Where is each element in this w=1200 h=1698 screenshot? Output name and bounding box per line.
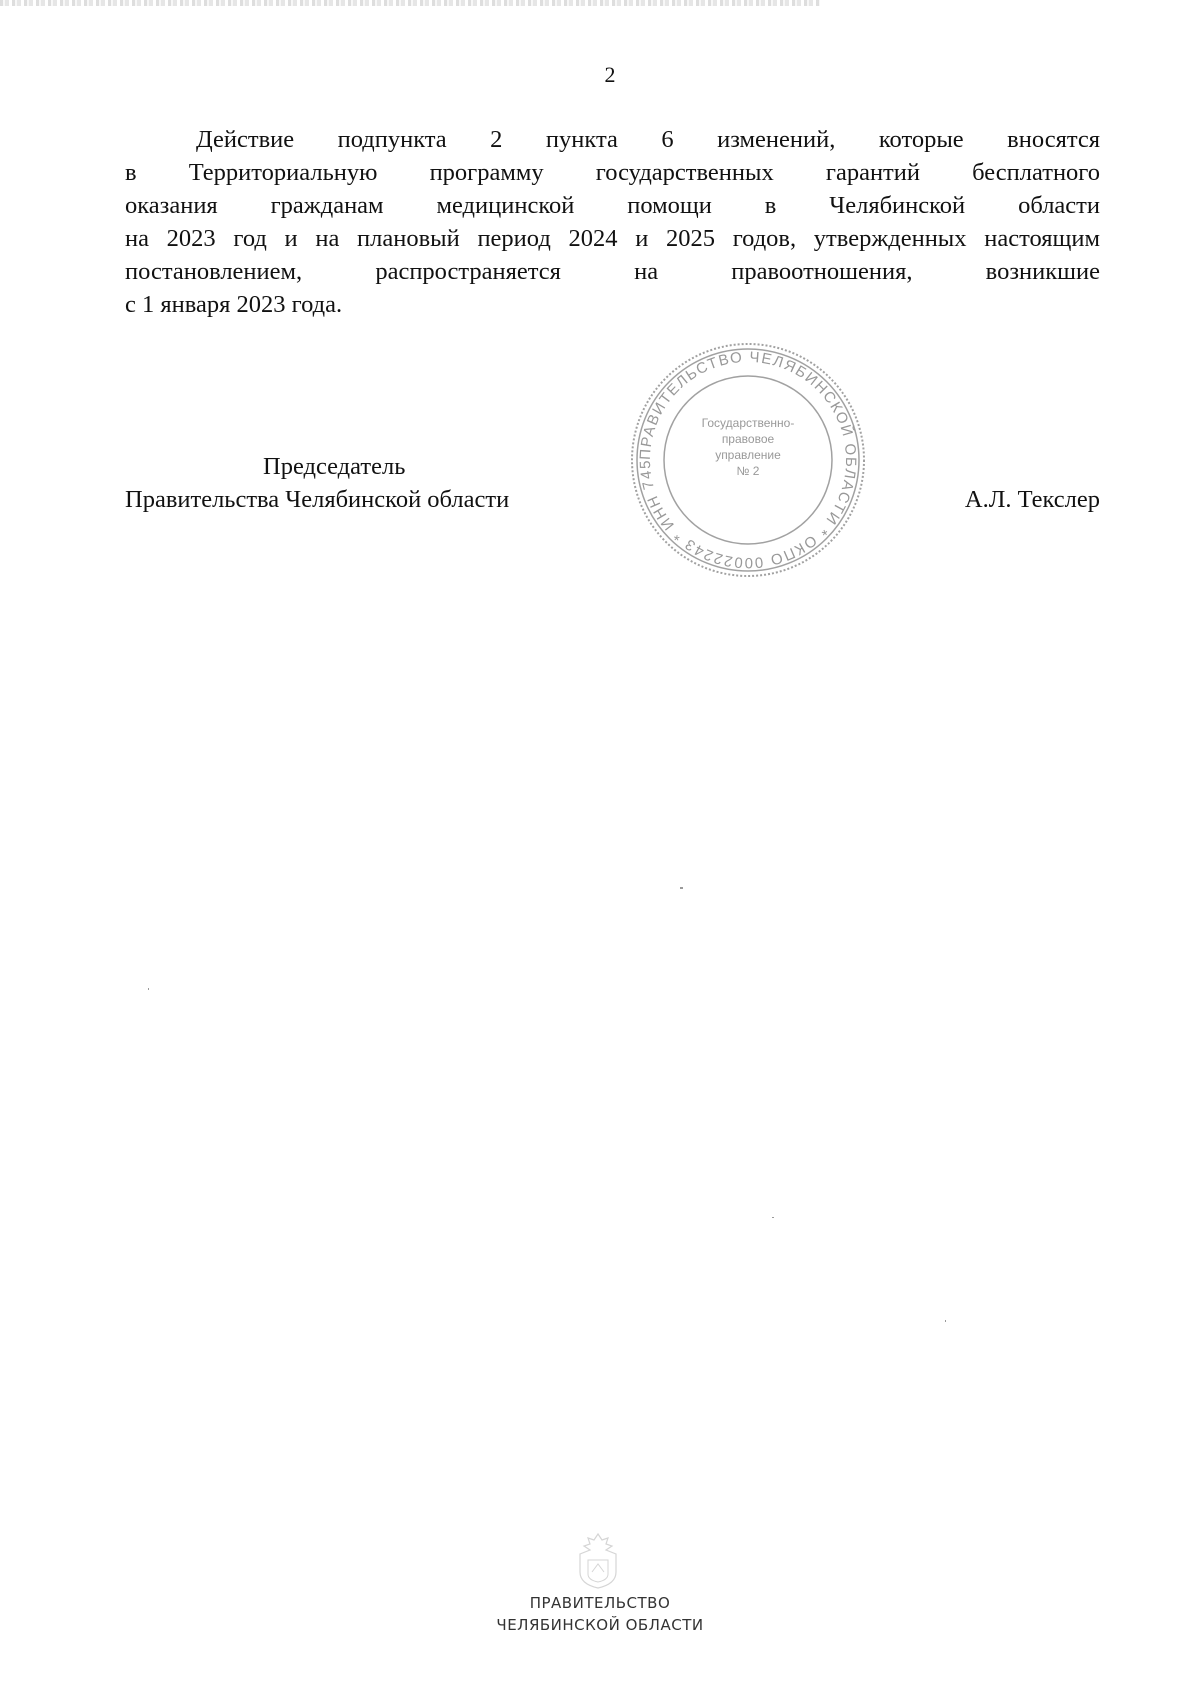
- footer-line2: ЧЕЛЯБИНСКОЙ ОБЛАСТИ: [496, 1616, 704, 1634]
- seal-center-line: Государственно-: [701, 416, 795, 430]
- signer-role-line2: Правительства Челябинской области: [125, 486, 510, 513]
- scan-edge-artifact: [0, 0, 820, 6]
- seal-ring-text: ПРАВИТЕЛЬСТВО ЧЕЛЯБИНСКОЙ ОБЛАСТИ * ОКПО 00022243 * ИНН 745: [636, 348, 860, 572]
- body-line: постановлением, распространяется на правоотношения, возникшие: [125, 258, 1100, 285]
- body-paragraph: [125, 123, 1100, 321]
- footer-organization: [440, 1592, 760, 1636]
- official-seal: [628, 340, 868, 580]
- scan-speck: [680, 887, 683, 889]
- body-line: Действие подпункта 2 пункта 6 изменений, которые вносятся: [196, 126, 1100, 153]
- body-line: в Территориальную программу государственных гарантий бесплатного: [125, 159, 1100, 186]
- page-number: 2: [604, 62, 616, 87]
- footer-line1: ПРАВИТЕЛЬСТВО: [529, 1594, 671, 1612]
- signer-role: [125, 450, 625, 516]
- seal-center-text: [628, 415, 868, 479]
- scan-speck: [772, 1217, 774, 1218]
- seal-center-line: управление: [715, 448, 781, 462]
- seal-center-line: правовое: [721, 432, 775, 446]
- scan-speck: [945, 1320, 946, 1322]
- signer-role-line1: Председатель: [263, 453, 406, 480]
- signer-name: А.Л. Текслер: [964, 486, 1100, 513]
- body-line: на 2023 год и на плановый период 2024 и 2025 годов, утвержденных настоящим: [125, 225, 1100, 252]
- seal-center-line: № 2: [736, 464, 760, 478]
- body-line: с 1 января 2023 года.: [125, 291, 343, 318]
- body-line: оказания гражданам медицинской помощи в Челябинской области: [125, 192, 1100, 219]
- coat-of-arms-icon: [572, 1532, 624, 1590]
- scan-speck: [148, 988, 149, 990]
